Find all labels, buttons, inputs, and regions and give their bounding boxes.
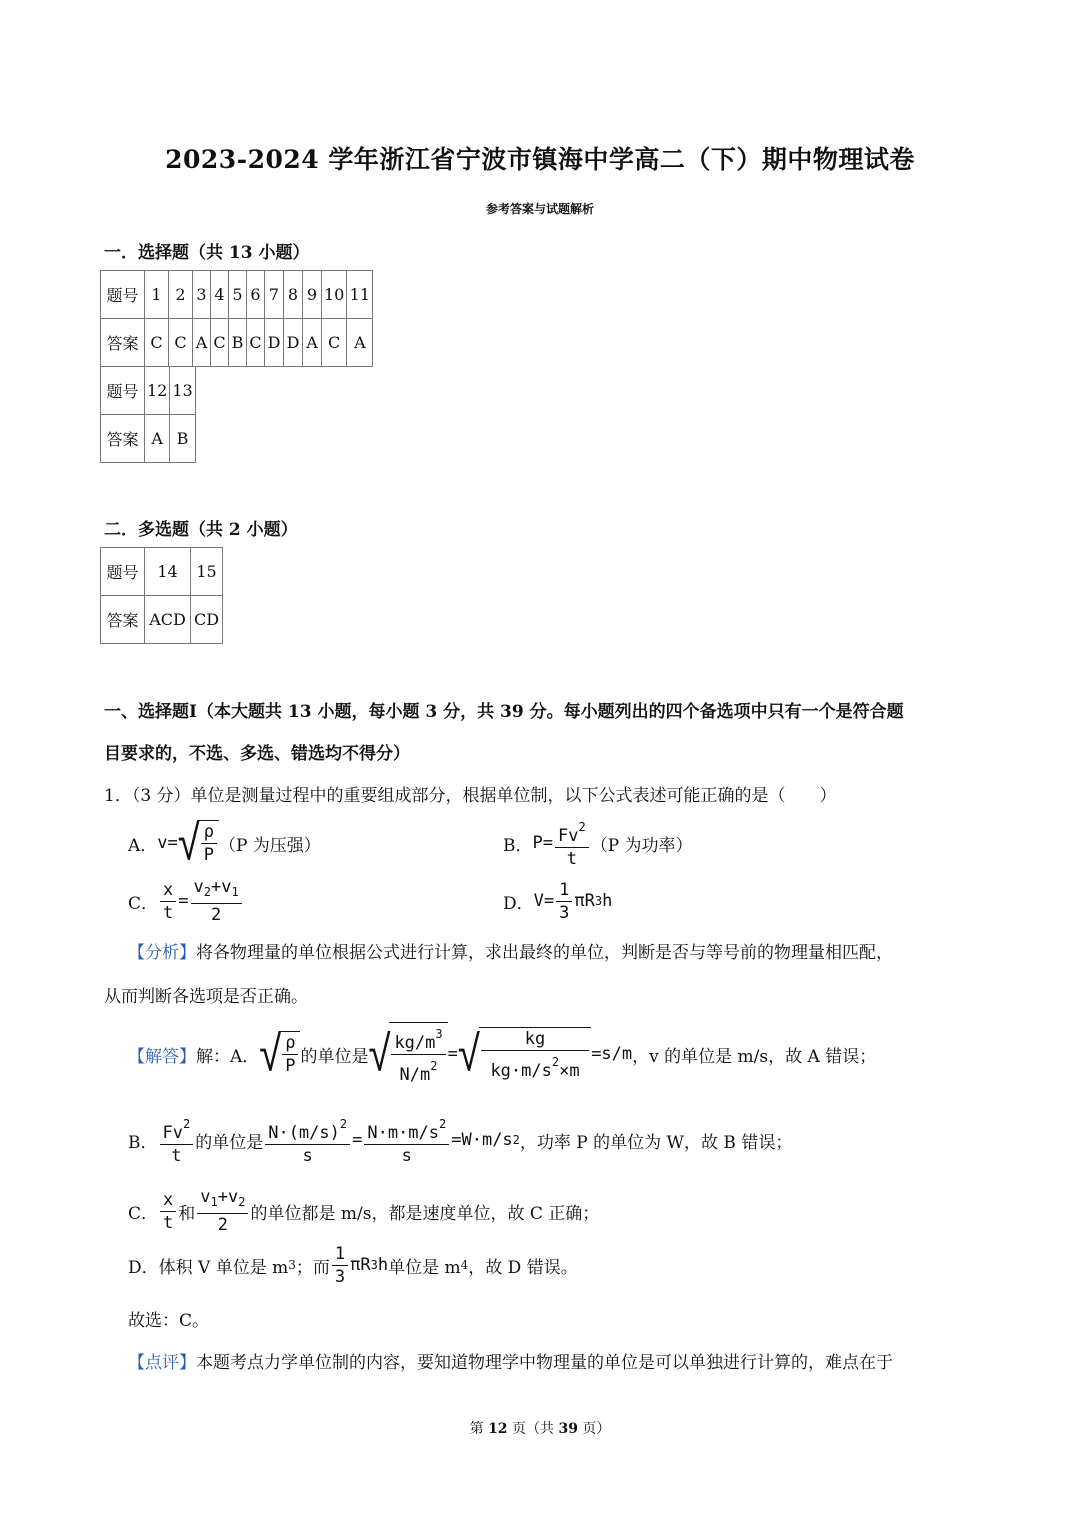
answer-b: [128, 1112, 792, 1168]
option-b: [503, 818, 693, 868]
option-b-note: （P 为功率）: [590, 835, 693, 856]
table-row: [101, 415, 196, 463]
option-a-label: A．: [128, 835, 158, 856]
part1-heading-line2: 目要求的，不选、多选、错选均不得分）: [104, 744, 410, 764]
table-cell: 9: [303, 271, 322, 319]
comment-tag: 【点评】: [128, 1353, 196, 1373]
table-cell: B: [229, 319, 247, 367]
table-cell: CD: [191, 596, 223, 644]
table-cell: 7: [265, 271, 284, 319]
analysis-line2: 从而判断各选项是否正确。: [104, 987, 308, 1007]
table-cell: 11: [347, 271, 373, 319]
table-cell: 题号: [101, 271, 145, 319]
option-a: [128, 814, 321, 872]
table-cell: 2: [169, 271, 193, 319]
table-cell: A: [303, 319, 322, 367]
answer-b-units: $\frac{N\cdot(m/s)^2}{s}$ = $\frac{N\cdot m\cdot m/s^2}{s}$ =W·m/s 2: [263, 1113, 520, 1167]
answer-c-expr1: $\frac{x}{t}$: [158, 1189, 178, 1234]
comment-line: [128, 1348, 893, 1373]
option-d-label: D．: [503, 893, 534, 914]
answer-tag: 【解答】: [128, 1046, 196, 1067]
comment-text: 本题考点力学单位制的内容，要知道物理学中物理量的单位是可以单独进行计算的，难点在于: [196, 1353, 893, 1373]
table-cell: C: [211, 319, 229, 367]
answer-d-unit: 单位是 m: [388, 1257, 461, 1278]
section2-table: [100, 547, 223, 644]
section1-heading: 一．选择题（共 13 小题）: [104, 243, 310, 263]
table-cell: A: [347, 319, 373, 367]
answer-d: [128, 1240, 578, 1290]
option-c: [128, 876, 244, 926]
footer-mid: 页（共: [507, 1421, 559, 1437]
section1-table-top: [100, 270, 373, 367]
option-d: [503, 876, 612, 926]
answer-b-suffix: ，功率 P 的单位为 W，故 B 错误；: [519, 1132, 793, 1153]
option-b-formula: P= $\frac{Fv^2}{t}$: [533, 816, 591, 870]
table-row: [101, 271, 373, 319]
table-cell: C: [247, 319, 265, 367]
section2-heading: 二．多选题（共 2 小题）: [104, 520, 298, 540]
table-cell: D: [265, 319, 284, 367]
answer-b-prefix: B．: [128, 1132, 158, 1153]
table-cell: 15: [191, 548, 223, 596]
part1-heading-line1: 一、选择题Ⅰ（本大题共 13 小题，每小题 3 分，共 39 分。每小题列出的四个备选项中只有一个是符合题: [104, 702, 904, 722]
analysis-text: 将各物理量的单位根据公式进行计算，求出最终的单位，判断是否与等号前的物理量相匹配，: [196, 943, 893, 963]
table-cell: D: [284, 319, 303, 367]
option-a-note: （P 为压强）: [218, 835, 321, 856]
answer-c-expr2: $\frac{v_1+v_2}{2}$: [195, 1186, 250, 1236]
page-title: 2023-2024 学年浙江省宁波市镇海中学高二（下）期中物理试卷: [165, 145, 915, 174]
page-footer: [0, 1418, 1080, 1438]
footer-suffix: 页）: [577, 1421, 611, 1437]
answer-b-mid: 的单位是: [195, 1132, 264, 1153]
option-c-label: C．: [128, 893, 159, 914]
answer-b-expr: $\frac{Fv^2}{t}$: [158, 1113, 196, 1167]
page-total: 39: [558, 1421, 578, 1437]
answer-d-sup3: 3: [288, 1258, 296, 1272]
option-b-label: B．: [503, 835, 533, 856]
answer-d-mid: ；而: [295, 1257, 330, 1278]
table-cell: 4: [211, 271, 229, 319]
footer-prefix: 第: [469, 1421, 489, 1437]
table-row: [101, 367, 196, 415]
answer-a-suffix: ，v 的单位是 m/s，故 A 错误；: [632, 1046, 877, 1067]
table-cell: ACD: [145, 596, 191, 644]
answer-a-units: √ $\frac{kg/m^3}{N/m^2}$ = √ $\frac{kg}{kg\cdot m/s^2\times m}$ =s/m: [368, 1022, 632, 1086]
answer-c-prefix: C．: [128, 1203, 159, 1224]
answer-d-sup4: 4: [460, 1258, 469, 1272]
answer-c: [128, 1184, 599, 1238]
table-row: [101, 319, 373, 367]
table-cell: 5: [229, 271, 247, 319]
table-cell: 6: [247, 271, 265, 319]
table-cell: B: [170, 415, 195, 463]
table-cell: 答案: [101, 319, 145, 367]
answer-d-suffix: ，故 D 错误。: [468, 1257, 578, 1278]
table-cell: 13: [170, 367, 195, 415]
table-cell: A: [193, 319, 211, 367]
table-cell: C: [322, 319, 347, 367]
table-cell: 12: [145, 367, 170, 415]
table-cell: 题号: [101, 548, 145, 596]
answer-d-expr: $\frac{1}{3}$ πR 3 h: [330, 1243, 388, 1288]
answer-c-and: 和: [178, 1203, 196, 1224]
table-cell: 10: [322, 271, 347, 319]
answer-a-prefix: 解：A．: [196, 1046, 260, 1067]
analysis-tag: 【分析】: [128, 943, 196, 963]
table-cell: 答案: [101, 596, 145, 644]
option-a-formula: v= √ $\frac{\rho}{P}$: [157, 820, 219, 866]
table-cell: A: [145, 415, 170, 463]
answer-a-expr: √ $\frac{\rho}{P}$: [259, 1031, 300, 1077]
option-c-formula: $\frac{x}{t}$ = $\frac{v_2+v_1}{2}$: [158, 876, 244, 926]
table-cell: 1: [145, 271, 169, 319]
table-cell: C: [145, 319, 169, 367]
option-d-formula: V= $\frac{1}{3}$ πR 3 h: [533, 879, 613, 923]
table-cell: 14: [145, 548, 191, 596]
question-stem: 1．（3 分）单位是测量过程中的重要组成部分，根据单位制，以下公式表述可能正确的是（ ）: [104, 786, 837, 806]
answer-d-prefix: D．体积 V 单位是 m: [128, 1257, 289, 1278]
answer-choice: 故选：C。: [128, 1311, 210, 1331]
table-cell: 题号: [101, 367, 145, 415]
answer-c-suffix: 的单位都是 m/s，都是速度单位，故 C 正确；: [250, 1203, 600, 1224]
table-row: [101, 548, 223, 596]
table-row: [101, 596, 223, 644]
answer-a: [128, 1024, 876, 1084]
table-cell: 8: [284, 271, 303, 319]
table-cell: 答案: [101, 415, 145, 463]
answer-a-mid: 的单位是: [300, 1046, 369, 1067]
page-number: 12: [488, 1421, 508, 1437]
analysis-line1: [128, 938, 893, 963]
page-subtitle: 参考答案与试题解析: [485, 202, 594, 216]
section1-table-bottom: [100, 366, 196, 463]
table-cell: C: [169, 319, 193, 367]
table-cell: 3: [193, 271, 211, 319]
